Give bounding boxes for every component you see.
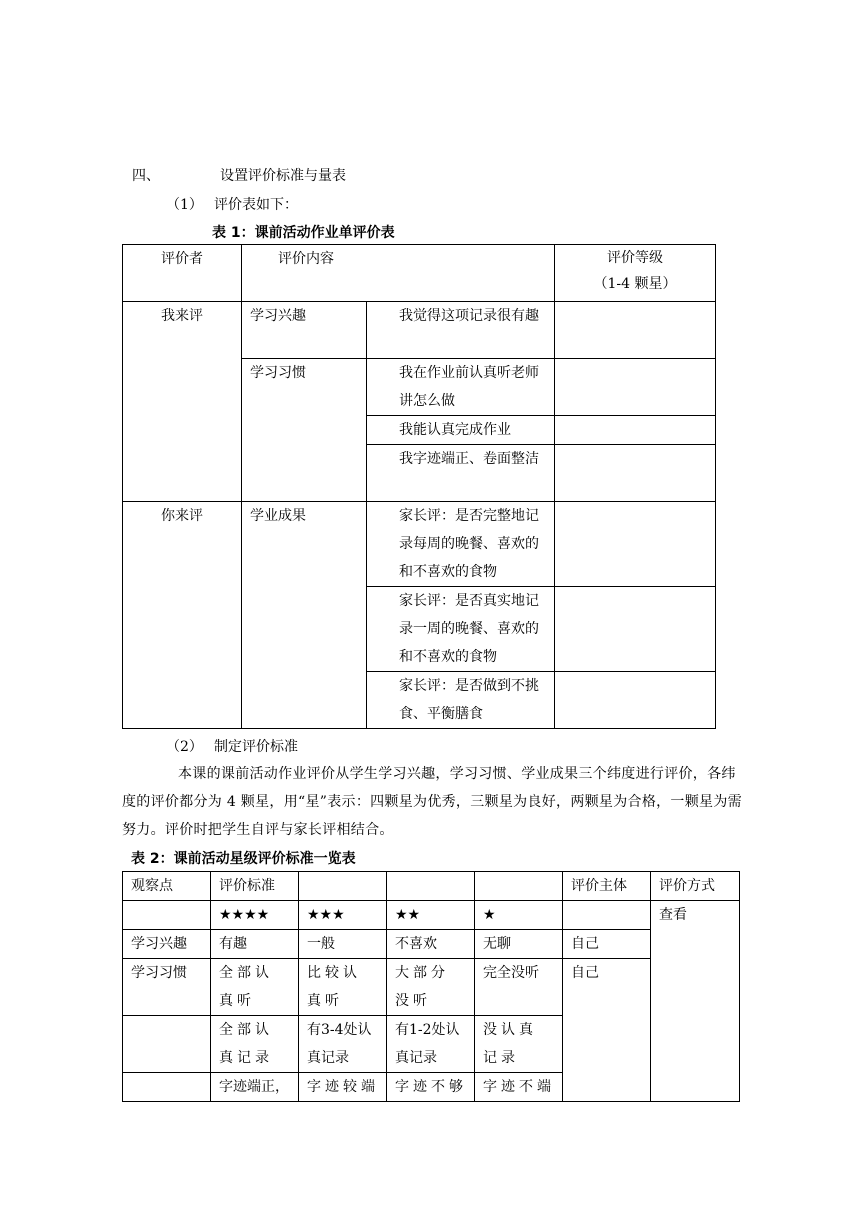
standard-cell: 有趣 <box>211 930 299 959</box>
point-cell: 学习兴趣 <box>123 930 211 959</box>
standard-cell: 比较认真听 <box>299 959 387 1016</box>
table2-caption: 表 2：课前活动星级评价标准一览表 <box>131 851 356 867</box>
table1-header-row <box>123 245 716 302</box>
standard-cell: 字迹较端 <box>299 1073 387 1102</box>
item-cell: 家长评：是否真实地记录一周的晚餐、喜欢的和不喜欢的食物 <box>367 587 555 672</box>
blank-cell <box>123 901 211 930</box>
stars-4: ★★★★ <box>211 901 299 930</box>
sub1-number: （1） <box>166 197 203 213</box>
standard-cell: 有1-2处认真记录 <box>387 1016 475 1073</box>
standard-cell: 字迹不够 <box>387 1073 475 1102</box>
standard-cell: 没认真记录 <box>475 1016 563 1073</box>
header-grade: 评价等级 （1-4 颗星） <box>555 245 716 302</box>
standard-cell: 一般 <box>299 930 387 959</box>
section-number: 四、 <box>132 168 160 184</box>
header-evaluator: 评价者 <box>123 245 242 302</box>
method-cell: 查看 <box>651 901 740 1102</box>
header-point: 观察点 <box>123 872 211 901</box>
subject-cell: 自己 <box>563 930 651 959</box>
item-cell: 我在作业前认真听老师讲怎么做 <box>367 359 555 416</box>
evaluation-table-1 <box>122 244 716 729</box>
dimension-cell: 学业成果 <box>242 502 367 729</box>
evaluation-table-2 <box>122 871 740 1102</box>
standard-cell: 无聊 <box>475 930 563 959</box>
item-cell: 我能认真完成作业 <box>367 416 555 445</box>
item-cell: 我字迹端正、卷面整洁 <box>367 445 555 502</box>
table-row <box>123 930 740 959</box>
header-blank <box>299 872 387 901</box>
grade-cell <box>555 359 716 416</box>
grade-cell <box>555 502 716 587</box>
standard-cell: 字迹不端 <box>475 1073 563 1102</box>
table2-stars-row <box>123 901 740 930</box>
point-cell: 学习习惯 <box>123 959 211 1016</box>
point-cell <box>123 1073 211 1102</box>
standard-cell: 字迹端正， <box>211 1073 299 1102</box>
standard-cell: 完全没听 <box>475 959 563 1016</box>
grade-cell <box>555 587 716 672</box>
item-cell: 家长评：是否完整地记录每周的晚餐、喜欢的和不喜欢的食物 <box>367 502 555 587</box>
stars-2: ★★ <box>387 901 475 930</box>
table1-caption: 表 1：课前活动作业单评价表 <box>212 225 395 241</box>
grade-cell <box>555 445 716 502</box>
point-cell <box>123 1016 211 1073</box>
standard-cell: 大部分没听 <box>387 959 475 1016</box>
sub2-number: （2） <box>166 739 203 755</box>
stars-3: ★★★ <box>299 901 387 930</box>
table-row <box>123 502 716 587</box>
grade-cell <box>555 302 716 359</box>
grade-cell <box>555 672 716 729</box>
grade-cell <box>555 416 716 445</box>
item-cell: 家长评：是否做到不挑食、平衡膳食 <box>367 672 555 729</box>
header-standard: 评价标准 <box>211 872 299 901</box>
subject-cell: 自己 <box>563 959 651 1102</box>
sub2-text: 制定评价标准 <box>214 739 298 755</box>
dimension-cell: 学习习惯 <box>242 359 367 502</box>
criteria-paragraph: 本课的课前活动作业评价从学生学习兴趣，学习习惯、学业成果三个纬度进行评价，各纬度的评价都分为 4 颗星，用“星”表示：四颗星为优秀，三颗星为良好，两颗星为合格，一颗星为需努力。评价时把学生自评与家长评相结合。 <box>122 766 742 838</box>
blank-cell <box>563 901 651 930</box>
evaluator-other: 你来评 <box>123 502 242 729</box>
table-row <box>123 959 740 1016</box>
header-subject: 评价主体 <box>563 872 651 901</box>
standard-cell: 不喜欢 <box>387 930 475 959</box>
table2-header-row <box>123 872 740 901</box>
item-cell: 我觉得这项记录很有趣 <box>367 302 555 359</box>
table-row <box>123 302 716 359</box>
header-content: 评价内容 <box>242 245 555 302</box>
header-blank <box>387 872 475 901</box>
section-title: 设置评价标准与量表 <box>220 168 346 184</box>
standard-cell: 全部认真听 <box>211 959 299 1016</box>
evaluator-self: 我来评 <box>123 302 242 502</box>
header-method: 评价方式 <box>651 872 740 901</box>
sub1-text: 评价表如下： <box>214 197 298 213</box>
stars-1: ★ <box>475 901 563 930</box>
dimension-cell: 学习兴趣 <box>242 302 367 359</box>
standard-cell: 全部认真记录 <box>211 1016 299 1073</box>
header-blank <box>475 872 563 901</box>
standard-cell: 有3-4处认真记录 <box>299 1016 387 1073</box>
